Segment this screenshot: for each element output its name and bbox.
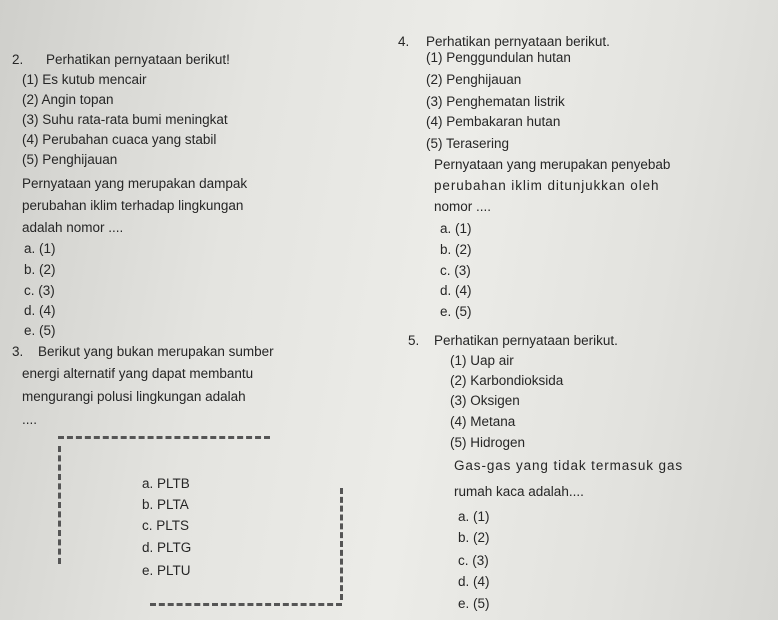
q4-option-a[interactable]: a. (1) [440, 221, 472, 236]
q4-option-b[interactable]: b. (2) [440, 242, 472, 257]
q4-item-3: (3) Penghematan listrik [426, 94, 565, 109]
q3-option-a[interactable]: a. PLTB [142, 476, 190, 491]
answer-box-bottom-border [150, 603, 342, 606]
q3-stem-line-4: .... [22, 412, 38, 427]
q2-option-c[interactable]: c. (3) [24, 283, 55, 298]
q2-stem-line-3: adalah nomor .... [22, 220, 124, 235]
answer-box-right-border [340, 488, 343, 600]
q4-stem-line-1: Pernyataan yang merupakan penyebab [434, 157, 671, 172]
q4-item-4: (4) Pembakaran hutan [426, 114, 561, 129]
q5-stem-line-2: rumah kaca adalah.... [454, 484, 584, 499]
q5-option-a[interactable]: a. (1) [458, 509, 490, 524]
q5-option-e[interactable]: e. (5) [458, 596, 490, 611]
q3-option-c[interactable]: c. PLTS [142, 518, 190, 533]
answer-box-left-border [58, 446, 61, 564]
q3-option-d[interactable]: d. PLTG [142, 540, 192, 555]
q5-option-b[interactable]: b. (2) [458, 530, 490, 545]
q4-option-d[interactable]: d. (4) [440, 283, 472, 298]
q2-option-a[interactable]: a. (1) [24, 241, 56, 256]
q5-item-5: (5) Hidrogen [450, 435, 526, 450]
q5-item-1: (1) Uap air [450, 353, 514, 368]
q5-option-c[interactable]: c. (3) [458, 553, 489, 568]
q4-stem-line-3: nomor .... [434, 199, 492, 214]
q4-number: 4. [398, 34, 410, 49]
q5-number: 5. [408, 333, 420, 348]
q3-stem-line-2: energi alternatif yang dapat membantu [22, 366, 254, 381]
q4-option-e[interactable]: e. (5) [440, 304, 472, 319]
q5-item-3: (3) Oksigen [450, 393, 520, 408]
q2-item-2: (2) Angin topan [22, 92, 114, 107]
q2-item-3: (3) Suhu rata-rata bumi meningkat [22, 112, 228, 127]
q5-stem-line-1: Gas-gas yang tidak termasuk gas [454, 458, 683, 473]
q2-stem-line-2: perubahan iklim terhadap lingkungan [22, 198, 244, 213]
q4-option-c[interactable]: c. (3) [440, 263, 471, 278]
q2-item-4: (4) Perubahan cuaca yang stabil [22, 132, 217, 147]
q2-option-e[interactable]: e. (5) [24, 323, 56, 338]
q3-option-b[interactable]: b. PLTA [142, 497, 189, 512]
q3-stem-line-1: Berikut yang bukan merupakan sumber [38, 344, 274, 359]
q2-option-b[interactable]: b. (2) [24, 262, 56, 277]
q3-number: 3. [12, 344, 24, 359]
q4-stem-line-2: perubahan iklim ditunjukkan oleh [434, 178, 660, 193]
q4-prompt: Perhatikan pernyataan berikut. [426, 34, 610, 49]
q2-item-1: (1) Es kutub mencair [22, 72, 147, 87]
q4-item-2: (2) Penghijauan [426, 72, 522, 87]
q5-item-4: (4) Metana [450, 414, 516, 429]
q2-item-5: (5) Penghijauan [22, 152, 118, 167]
q2-number: 2. [12, 52, 24, 67]
q2-option-d[interactable]: d. (4) [24, 303, 56, 318]
q5-prompt: Perhatikan pernyataan berikut. [434, 333, 618, 348]
q2-stem-line-1: Pernyataan yang merupakan dampak [22, 176, 248, 191]
answer-box-top-border [58, 436, 270, 439]
q5-item-2: (2) Karbondioksida [450, 373, 564, 388]
q3-stem-line-3: mengurangi polusi lingkungan adalah [22, 389, 246, 404]
q4-item-1: (1) Penggundulan hutan [426, 50, 571, 65]
q5-option-d[interactable]: d. (4) [458, 574, 490, 589]
q4-item-5: (5) Terasering [426, 136, 510, 151]
q2-prompt: Perhatikan pernyataan berikut! [46, 52, 230, 67]
q3-option-e[interactable]: e. PLTU [142, 563, 191, 578]
